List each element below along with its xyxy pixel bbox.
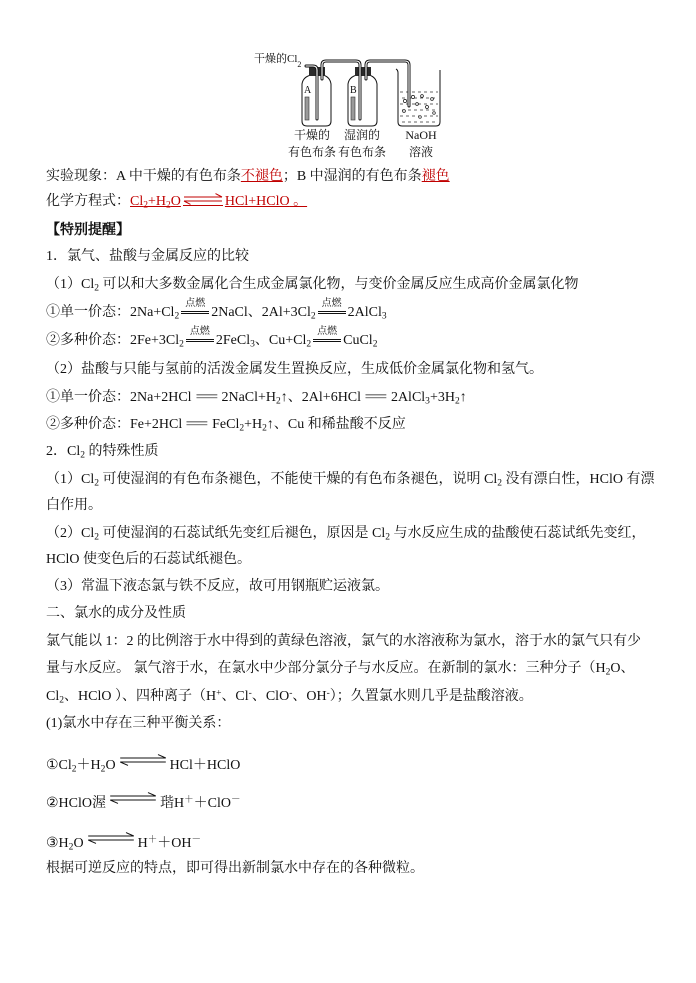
subscript: 2	[372, 339, 378, 350]
subscript: 2	[166, 200, 171, 211]
text-run: Cl	[130, 194, 144, 209]
text-run: 化学方程式：	[46, 194, 130, 209]
text-run: ＋H	[76, 758, 101, 773]
answer-text	[241, 169, 283, 184]
bottle-a-cloth-strip	[305, 97, 309, 120]
bottle-b-cloth-strip	[351, 97, 355, 120]
subscript: 2	[100, 764, 106, 775]
equals-sign	[181, 311, 209, 314]
text-run: ②多种价态：2Fe+3Cl	[46, 333, 180, 348]
equilibrium-2	[46, 792, 241, 814]
text-run: ＋OH	[157, 836, 192, 851]
subscript: 2	[262, 423, 267, 434]
text-run: 量与水反应。 氯气溶于水，在氯水中少部分氯分子与水反应。在新制的氯水：三种分子（H	[46, 661, 606, 676]
text-run: O	[73, 836, 84, 851]
text-run: 1．氯气、盐酸与金属反应的比较	[46, 249, 249, 264]
text-run: 2AlCl	[390, 390, 426, 405]
text-run: 、ClO	[251, 689, 290, 704]
answer-text	[422, 169, 450, 184]
text-run: ①Cl	[46, 758, 72, 773]
text-run: HCl＋HClO	[169, 758, 241, 773]
equals-sign	[313, 339, 341, 342]
point-chlorine-with-metals	[46, 275, 579, 295]
text-run: （1）Cl	[46, 277, 95, 292]
subscript: 2	[605, 667, 611, 678]
text-run: 。	[289, 194, 308, 209]
subscript: 2	[306, 339, 312, 350]
superscript: －	[230, 795, 241, 806]
text-run: 白作用。	[46, 498, 102, 513]
text-run: （3）常温下液态氯与铁不反应，故可用钢瓶贮运液氯。	[46, 579, 389, 594]
text-run: ↑、Cu 和稀盐酸不反应	[266, 417, 406, 432]
subscript: 2	[59, 695, 64, 706]
subscript: 2	[454, 396, 460, 407]
subscript: 2	[179, 339, 184, 350]
reversible-arrow-icon	[119, 754, 167, 766]
text-run: O	[170, 194, 181, 209]
subscript: 2	[239, 423, 245, 434]
subscript: 2	[94, 283, 99, 294]
beaker-caption-line-2: 溶液	[408, 145, 434, 159]
property-1-line-2	[46, 496, 102, 516]
text-run: 瑎H	[160, 796, 185, 811]
superscript: －	[191, 835, 201, 846]
special-reminder-heading	[46, 221, 130, 241]
text-run: 、OH	[292, 689, 327, 704]
text-run: 可使湿润的石蕊试纸先变红后褪色，原因是 Cl	[99, 526, 386, 541]
subscript: 2	[143, 200, 148, 211]
superscript: -	[248, 688, 252, 699]
subscript: 2	[71, 764, 77, 775]
text-run: 不褪色	[240, 169, 283, 184]
equals-sign: =	[363, 390, 389, 405]
bottle-a-letter: A	[304, 85, 312, 96]
text-run: ↑	[459, 390, 467, 405]
subscript: 2	[80, 450, 85, 461]
text-run: （2）盐酸与只能与氢前的活泼金属发生置换反应，生成低价金属氯化物和氢气。	[46, 362, 543, 377]
subscript: 2	[68, 842, 74, 853]
reversible-arrow-icon	[109, 792, 157, 804]
multi-valence-hcl	[46, 415, 406, 435]
heading-metal-reaction-comparison	[46, 247, 249, 267]
text-run: O、	[610, 661, 635, 676]
reaction-condition-text: 点燃	[321, 298, 342, 309]
chlorine-water-paragraph-line-3	[46, 687, 533, 707]
text-run: ①单一价态：2Na+2HCl	[46, 390, 192, 405]
subscript: 2	[94, 532, 99, 543]
property-3	[46, 577, 389, 597]
equals-sign	[318, 311, 346, 314]
text-run: 2NaCl+H	[221, 390, 277, 405]
reaction-condition-text: 点燃	[189, 326, 210, 337]
heading-chlorine-special-properties	[46, 442, 159, 462]
text-run: 、Cu+Cl	[254, 333, 307, 348]
subscript: 3	[250, 339, 255, 350]
chlorine-water-paragraph-line-2	[46, 659, 635, 679]
reaction-condition	[317, 298, 347, 318]
bottle-a-caption-line-1: 干燥的	[293, 128, 331, 142]
text-run: 可以和大多数金属化合生成金属氯化物，与变价金属反应生成高价金属氯化物	[99, 277, 579, 292]
superscript: -	[326, 688, 330, 699]
superscript: ＋	[147, 835, 158, 846]
text-run: 氯气能以 1：2 的比例溶于水中得到的黄绿色溶液，氯气的水溶液称为氯水，溶于水的氯气只有少	[46, 634, 641, 649]
subscript: 2	[94, 478, 99, 489]
chemical-equation	[46, 192, 307, 212]
text-run: 可使湿润的有色布条褪色，不能使干燥的有色布条褪色，说明 Cl	[99, 472, 498, 487]
equals-sign: =	[193, 390, 220, 405]
gas-inlet-label: 干燥的$Cl_2$	[254, 53, 302, 69]
apparatus-diagram	[250, 44, 450, 164]
text-run: ＋ClO	[193, 796, 231, 811]
bottle-a-caption-line-2: 有色布条	[287, 145, 337, 159]
text-run: ）；久置氯水则几乎是盐酸溶液。	[329, 689, 533, 704]
multi-valence-chlorine	[46, 326, 378, 351]
equals-sign: =	[184, 417, 210, 432]
reversible-arrow-icon	[87, 832, 135, 844]
text-run: ②多种价态：Fe+2HCl	[46, 417, 183, 432]
experiment-phenomenon	[46, 167, 450, 187]
text-run: （2）Cl	[46, 526, 95, 541]
answer-text	[130, 194, 307, 209]
text-run: 2NaCl、2Al+3Cl	[211, 305, 311, 320]
equilibrium-3	[46, 832, 201, 854]
text-run: (1)氯水中存在三种平衡关系：	[46, 716, 231, 731]
property-1-line-1	[46, 470, 654, 490]
heading-chlorine-water	[46, 604, 186, 624]
text-run: +3H	[429, 390, 455, 405]
reversible-arrow-icon	[183, 193, 223, 206]
bottle-b-letter: B	[350, 85, 357, 96]
single-valence-hcl	[46, 388, 467, 408]
reaction-condition-text: 点燃	[185, 298, 206, 309]
text-run: 2AlCl	[347, 305, 382, 320]
naoh-beaker	[396, 69, 440, 126]
text-run: ③H	[46, 836, 69, 851]
text-run: 2．Cl	[46, 444, 81, 459]
subscript: 2	[174, 311, 180, 322]
property-2-line-1	[46, 524, 646, 544]
reaction-condition	[180, 298, 210, 318]
text-run: 2FeCl	[215, 333, 251, 348]
subscript: 2	[310, 311, 316, 322]
text-run: 【特别提醒】	[46, 223, 130, 238]
bottle-b-caption-line-2: 有色布条	[337, 145, 387, 159]
superscript: ＋	[184, 795, 194, 806]
subscript: 2	[276, 396, 281, 407]
text-run: ①单一价态：2Na+Cl	[46, 305, 175, 320]
reaction-condition-text: 点燃	[317, 326, 338, 337]
text-run: 实验现象：A 中干燥的有色布条	[46, 169, 241, 184]
subscript: 3	[381, 311, 387, 322]
property-2-line-2	[46, 550, 251, 570]
text-run: FeCl	[212, 417, 240, 432]
text-run: 与水反应生成的盐酸使石蕊试纸先变红，	[390, 526, 646, 541]
reaction-condition	[185, 326, 215, 346]
point-hcl-with-metals	[46, 360, 543, 380]
text-run: +H	[244, 417, 263, 432]
text-run: +H	[148, 194, 167, 209]
bottle-b-caption-line-1: 湿润的	[343, 128, 381, 142]
text-run: （1）Cl	[46, 472, 95, 487]
text-run: H	[137, 836, 148, 851]
subscript: 2	[497, 478, 502, 489]
text-run: Cl	[46, 689, 60, 704]
superscript: +	[216, 688, 222, 699]
single-valence-chlorine	[46, 298, 387, 323]
text-run: 二、氯水的成分及性质	[46, 606, 186, 621]
text-run: ；B 中湿润的有色布条	[282, 169, 422, 184]
conclusion	[46, 859, 424, 879]
text-run: 、Cl	[221, 689, 249, 704]
equilibrium-intro	[46, 714, 230, 734]
text-run: ②HClO渥	[46, 796, 106, 811]
text-run: HCl+HClO	[224, 194, 290, 209]
subscript: 3	[425, 396, 430, 407]
text-run: HClO 使变色后的石蕊试纸褪色。	[46, 552, 251, 567]
text-run: 的特殊性质	[85, 444, 159, 459]
text-run: O	[105, 758, 116, 773]
bottle-b-stopper	[355, 67, 371, 76]
text-run: 没有漂白性，HClO 有漂	[502, 472, 655, 487]
equals-sign	[186, 339, 214, 342]
text-run: CuCl	[343, 333, 373, 348]
beaker-caption-line-1: NaOH	[405, 128, 437, 142]
chlorine-water-paragraph-line-1	[46, 632, 641, 652]
reaction-condition	[312, 326, 342, 346]
text-run: 根据可逆反应的特点，即可得出新制氯水中存在的各种微粒。	[46, 861, 424, 876]
text-run: 褪色	[421, 169, 450, 184]
superscript: -	[289, 688, 293, 699]
text-run: 、HClO ）、四种离子（H	[64, 689, 217, 704]
text-run: ↑、2Al+6HCl	[280, 390, 362, 405]
equilibrium-1	[46, 754, 240, 776]
subscript: 2	[385, 532, 390, 543]
